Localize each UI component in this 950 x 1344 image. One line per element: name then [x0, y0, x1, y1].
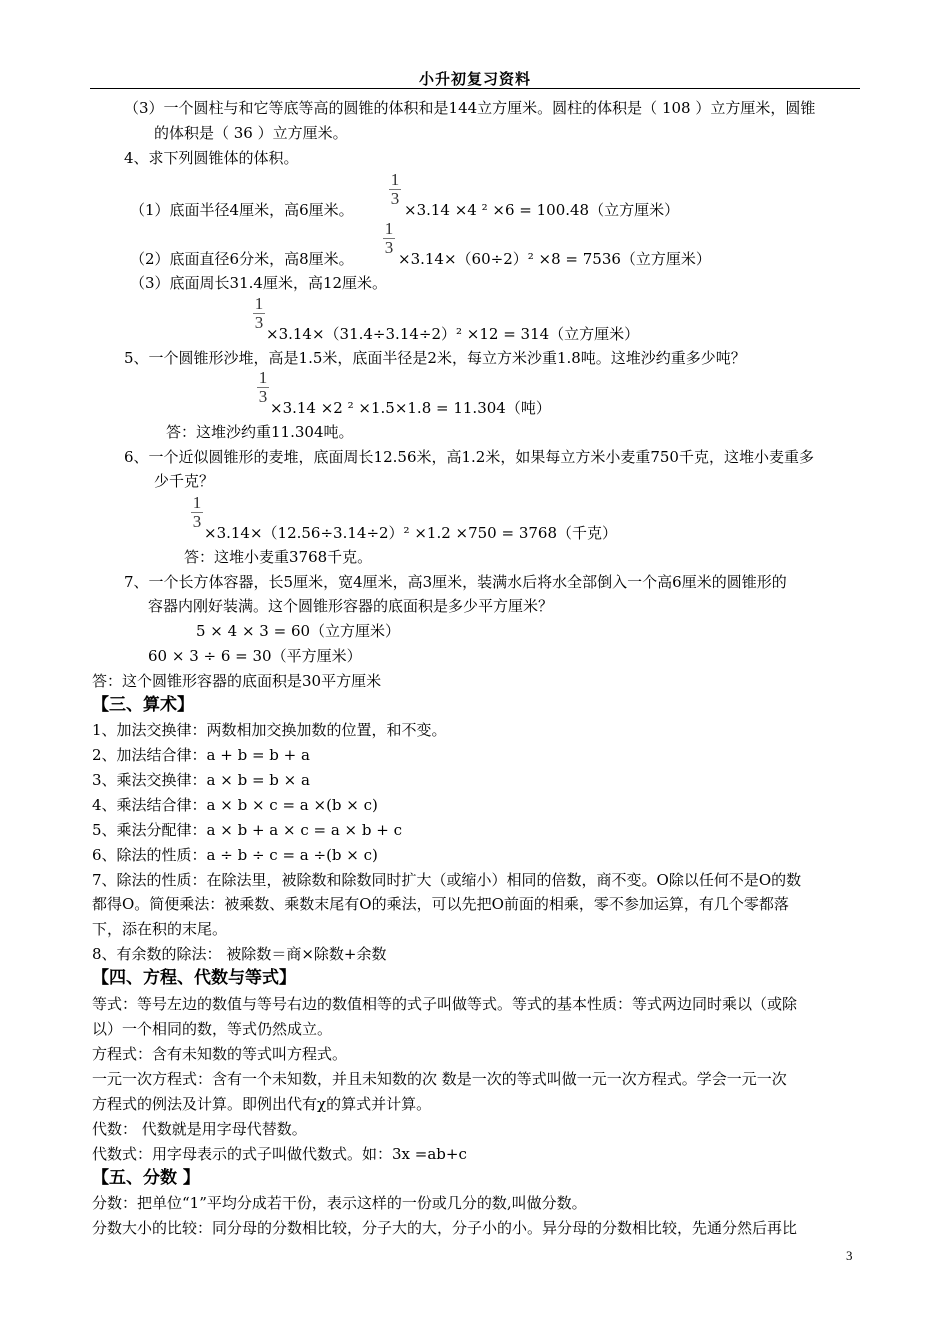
answer-line: 答：这堆沙约重11.304吨。	[166, 423, 354, 441]
text-line: 5、乘法分配律：a × b + a × c = a × b + c	[92, 821, 403, 839]
fraction-one-third: 1 3	[192, 493, 202, 531]
text-line: 2、加法结合律：a + b = b + a	[92, 746, 310, 764]
text-line: 方程式：含有未知数的等式叫方程式。	[92, 1045, 348, 1063]
text-line: 3、乘法交换律：a × b = b × a	[92, 771, 310, 789]
text-line: 7、除法的性质：在除法里，被除数和除数同时扩大（或缩小）相同的倍数，商不变。O除以任何不是O的数	[92, 871, 802, 889]
fraction-one-third: 1 3	[258, 368, 268, 406]
fraction-one-third: 1 3	[390, 170, 400, 208]
answer-line: 答：这个圆锥形容器的底面积是30平方厘米	[92, 672, 382, 690]
text-line: 以）一个相同的数，等式仍然成立。	[92, 1020, 333, 1038]
section-heading: 【五、分数 】	[92, 1168, 200, 1188]
text-line: 代数： 代数就是用字母代替数。	[92, 1120, 307, 1138]
header-rule	[90, 88, 860, 89]
text-line: （2）底面直径6分米，高8厘米。	[130, 250, 354, 268]
text-line: （3）底面周长31.4厘米，高12厘米。	[130, 274, 388, 292]
text-line: 分数大小的比较：同分母的分数相比较，分子大的大，分子小的小。异分母的分数相比较，先通分然后再比	[92, 1219, 798, 1237]
text-line: 5、一个圆锥形沙堆，高是1.5米，底面半径是2米，每立方米沙重1.8吨。这堆沙约重多少吨？	[124, 349, 746, 367]
text-line: 7、一个长方体容器，长5厘米，宽4厘米，高3厘米，装满水后将水全部倒入一个高6厘米的圆锥形的	[124, 573, 787, 591]
text-line: 一元一次方程式：含有一个未知数，并且未知数的次 数是一次的等式叫做一元一次方程式。学会一元一次	[92, 1070, 787, 1088]
section-heading: 【四、方程、代数与等式】	[92, 968, 296, 988]
text-line: 少千克？	[154, 472, 215, 490]
formula-line: ×3.14×（12.56÷3.14÷2）² ×1.2 ×750 = 3768（千克）	[204, 524, 618, 542]
formula-line: ×3.14 ×4 ² ×6 = 100.48（立方厘米）	[404, 201, 680, 219]
text-line: 4、乘法结合律：a × b × c = a ×(b × c)	[92, 796, 378, 814]
text-line: 6、除法的性质：a ÷ b ÷ c = a ÷(b × c)	[92, 846, 378, 864]
text-line: 1、加法交换律：两数相加交换加数的位置，和不变。	[92, 721, 447, 739]
fraction-one-third: 1 3	[384, 219, 394, 257]
text-line: 下，添在积的末尾。	[92, 920, 228, 938]
text-line: 8、有余数的除法： 被除数＝商×除数+余数	[92, 945, 387, 963]
fraction-one-third: 1 3	[254, 294, 264, 332]
text-line: 分数：把单位“1”平均分成若干份，表示这样的一份或几分的数,叫做分数。	[92, 1194, 587, 1212]
text-line: （1）底面半径4厘米，高6厘米。	[130, 201, 354, 219]
section-heading: 【三、算术】	[92, 695, 194, 715]
page-number: 3	[846, 1248, 853, 1263]
text-line: 等式：等号左边的数值与等号右边的数值相等的式子叫做等式。等式的基本性质：等式两边同时乘以（或除	[92, 995, 798, 1013]
text-line: 4、求下列圆锥体的体积。	[124, 149, 299, 167]
formula-line: 60 × 3 ÷ 6 = 30（平方厘米）	[148, 647, 362, 665]
text-line: 的体积是（ 36 ）立方厘米。	[154, 124, 348, 142]
formula-line: 5 × 4 × 3 = 60（立方厘米）	[196, 622, 401, 640]
text-line: （3）一个圆柱与和它等底等高的圆锥的体积和是144立方厘米。圆柱的体积是（ 108 ）立方厘米，圆锥	[124, 99, 816, 117]
formula-line: ×3.14×（31.4÷3.14÷2）² ×12 = 314（立方厘米）	[266, 325, 640, 343]
text-line: 6、一个近似圆锥形的麦堆，底面周长12.56米，高1.2米，如果每立方米小麦重750千克，这堆小麦重多	[124, 448, 814, 466]
text-line: 方程式的例法及计算。即例出代有χ的算式并计算。	[92, 1095, 432, 1113]
answer-line: 答：这堆小麦重3768千克。	[184, 548, 373, 566]
page-header: 小升初复习资料	[418, 70, 531, 88]
formula-line: ×3.14×（60÷2）² ×8 = 7536（立方厘米）	[398, 250, 711, 268]
text-line: 容器内刚好装满。这个圆锥形容器的底面积是多少平方厘米？	[148, 597, 554, 615]
text-line: 代数式：用字母表示的式子叫做代数式。如：3x =ab+c	[92, 1145, 467, 1163]
formula-line: ×3.14 ×2 ² ×1.5×1.8 = 11.304（吨）	[270, 399, 551, 417]
text-line: 都得O。简便乘法：被乘数、乘数末尾有O的乘法，可以先把O前面的相乘，零不参加运算，有几个零都落	[92, 895, 789, 913]
